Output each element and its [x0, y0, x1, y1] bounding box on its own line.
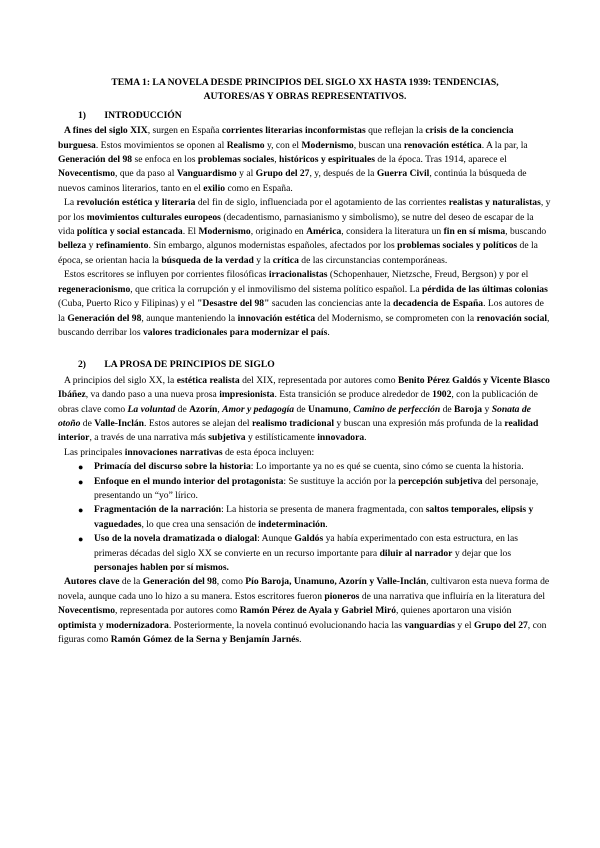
section-number: 1) [78, 109, 86, 121]
list-item: ● Enfoque en el mundo interior del protagonista: Se sustituye la acción por la percepción subjetiva del personaje, presentando un “yo” lírico. [94, 475, 552, 504]
paragraph: La revolución estética y literaria del fin de siglo, influenciada por el agotamiento de las corrientes realistas y naturalistas, y por los movimientos culturales europeos (decadentismo, parnasianismo y simbolismo), se nutre del deseo de escapar de la vida política y social estancada. El Modernismo, originado en América, considera la literatura un fin en sí misma, buscando belleza y refinamiento. Sin embargo, algunos modernistas españoles, afectados por los problemas sociales y políticos de la época, se orientan hacia la búsqueda de la verdad y la crítica de las circunstancias contemporáneas. [58, 197, 551, 266]
paragraph: A fines del siglo XIX, surgen en España corrientes literarias inconformistas que reflejan la crisis de la conciencia burguesa. Estos movimientos se oponen al Realismo y, con el Modernismo, buscan una renovación estética. A la par, la Generación del 98 se enfoca en los problemas sociales, históricos y espirituales de la época. Tras 1914, aparece el Novecentismo, que da paso al Vanguardismo y al Grupo del 27, y, después de la Guerra Civil, continúa la búsqueda de nuevos caminos literarios, tanto en el exilio como en España. [58, 125, 528, 194]
list-item: ● Fragmentación de la narración: La historia se presenta de manera fragmentada, con saltos temporales, elipsis y vaguedades, lo que crea una sensación de indeterminación. [94, 503, 552, 532]
section-title: INTRODUCCIÓN [104, 109, 182, 121]
list-item: ● Primacía del discurso sobre la historia: Lo importante ya no es qué se cuenta, sino cómo se cuenta la historia. [94, 460, 552, 474]
section-title: LA PROSA DE PRINCIPIOS DE SIGLO [104, 359, 275, 371]
section-heading-introduccion [58, 109, 552, 123]
section-heading-prosa [58, 358, 552, 372]
paragraph: Estos escritores se influyen por corrientes filosóficas irracionalistas (Schopenhauer, Nietzsche, Freud, Bergson) y por el regeneracionismo, que critica la corrupción y el inmovilismo del sistema político español. La pérdida de las últimas colonias (Cuba, Puerto Rico y Filipinas) y el "Desastre del 98" sacuden las conciencias ante la decadencia de España. Los autores de la Generación del 98, aunque manteniendo la innovación estética del Modernismo, se comprometen con la renovación social, buscando derribar los valores tradicionales para modernizar el país. [58, 269, 550, 338]
section-number: 2) [78, 359, 86, 371]
paragraph: Autores clave de la Generación del 98, como Pío Baroja, Unamuno, Azorín y Valle-Inclán, cultivaron esta nueva forma de novela, aunque cada uno lo hizo a su manera. Estos escritores fueron pioneros de una narrativa que influiría en la literatura del Novecentismo, representada por autores como Ramón Pérez de Ayala y Gabriel Miró, quienes aportaron una visión optimista y modernizadora. Posteriormente, la novela continuó evolucionando hacia las vanguardias y el Grupo del 27, con figuras como Ramón Gómez de la Serna y Benjamín Jarnés. [58, 576, 550, 646]
paragraph: A principios del siglo XX, la estética realista del XIX, representada por autores como Benito Pérez Galdós y Vicente Blasco Ibáñez, va dando paso a una nueva prosa impresionista. Esta transición se produce alrededor de 1902, con la publicación de obras clave como La voluntad de Azorín, Amor y pedagogía de Unamuno, Camino de perfección de Baroja y Sonata de otoño de Valle-Inclán. Estos autores se alejan del realismo tradicional y buscan una expresión más profunda de la realidad interior, a través de una narrativa más subjetiva y estilísticamente innovadora. [58, 374, 550, 444]
paragraph: Las principales innovaciones narrativas de esta época incluyen: [64, 446, 315, 458]
list-item: ● Uso de la novela dramatizada o dialogal: Aunque Galdós ya había experimentado con esta estructura, en las primeras décadas del siglo XX se convierte en un recurso importante para diluir al narrador y dejar que los personajes hablen por sí mismos. [94, 532, 552, 575]
title-line-2: AUTORES/AS Y OBRAS REPRESENTATIVOS. [203, 91, 407, 103]
innovations-list [58, 460, 552, 575]
title-line-1: TEMA 1: LA NOVELA DESDE PRINCIPIOS DEL SIGLO XX HASTA 1939: TENDENCIAS, [111, 77, 499, 88]
page-title [58, 76, 552, 105]
